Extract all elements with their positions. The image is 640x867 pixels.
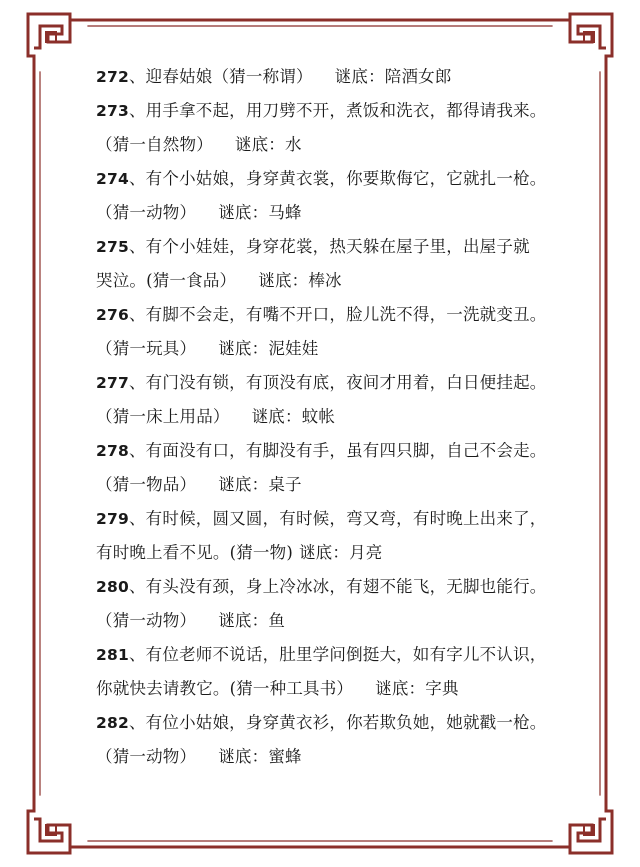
riddle-277-answer-line — [96, 400, 566, 434]
riddle-category: （猜一玩具） — [96, 339, 197, 358]
answer-label: 谜底： — [218, 339, 269, 358]
riddle-category: 哭泣。(猜一食品） — [96, 271, 237, 290]
riddle-number: 273 — [96, 102, 129, 120]
riddle-answer: 蚊帐 — [301, 407, 336, 426]
riddle-276-answer-line — [96, 332, 566, 366]
riddle-answer: 陪酒女郎 — [384, 67, 452, 86]
riddle-282 — [96, 706, 566, 740]
corner-ornament-bottom-right — [552, 795, 612, 853]
riddle-text: 、有头没有颈，身上冷冰冰，有翅不能飞，无脚也能行。 — [128, 577, 547, 596]
riddle-number: 281 — [96, 646, 129, 664]
riddle-number: 277 — [96, 374, 129, 392]
riddle-282-answer-line — [96, 740, 566, 774]
riddle-279-answer-line — [96, 536, 566, 570]
riddle-278 — [96, 434, 566, 468]
riddle-text: 、有个小姑娘，身穿黄衣裳，你要欺侮它，它就扎一枪。 — [128, 169, 547, 188]
riddle-number: 274 — [96, 170, 129, 188]
riddle-273-answer-line — [96, 128, 566, 162]
riddle-text: 、有位老师不说话，肚里学问倒挺大，如有字儿不认识， — [128, 645, 547, 664]
riddle-273 — [96, 94, 566, 128]
riddle-category: （猜一动物） — [96, 203, 197, 222]
riddle-answer: 马蜂 — [268, 203, 302, 222]
riddle-answer: 泥娃娃 — [268, 339, 319, 358]
riddle-answer: 月亮 — [349, 543, 383, 562]
answer-label: 谜底： — [334, 67, 385, 86]
riddle-text: 、有脚不会走，有嘴不开口，脸儿洗不得，一洗就变丑。 — [128, 305, 547, 324]
answer-label: 谜底： — [218, 611, 269, 630]
riddle-276 — [96, 298, 566, 332]
riddle-281 — [96, 638, 566, 672]
riddle-answer: 字典 — [425, 679, 459, 698]
riddle-text: 、迎春姑娘（猜一称谓） — [128, 67, 313, 86]
riddle-category: （猜一自然物） — [96, 135, 213, 154]
riddle-text: 、用手拿不起，用刀劈不开，煮饭和洗衣，都得请我来。 — [128, 101, 547, 120]
riddle-text: 、有个小娃娃，身穿花裳，热天躲在屋子里，出屋子就 — [128, 237, 530, 256]
riddle-275-answer-line — [96, 264, 566, 298]
answer-label: 谜底： — [218, 203, 269, 222]
riddle-text: 、有面没有口，有脚没有手，虽有四只脚，自己不会走。 — [128, 441, 547, 460]
riddle-number: 275 — [96, 238, 129, 256]
riddle-number: 280 — [96, 578, 129, 596]
riddle-274 — [96, 162, 566, 196]
riddle-text: 、有位小姑娘，身穿黄衣衫，你若欺负她，她就戳一枪。 — [128, 713, 547, 732]
answer-label: 谜底： — [234, 135, 286, 154]
riddle-277 — [96, 366, 566, 400]
riddle-number: 278 — [96, 442, 129, 460]
answer-label: 谜底： — [375, 679, 426, 698]
riddle-number: 282 — [96, 714, 129, 732]
answer-label: 谜底： — [258, 271, 309, 290]
riddle-category: （猜一动物） — [96, 747, 197, 766]
riddle-number: 279 — [96, 510, 129, 528]
riddle-list — [96, 60, 566, 774]
answer-label: 谜底： — [218, 475, 269, 494]
riddle-category: （猜一动物） — [96, 611, 197, 630]
riddle-275 — [96, 230, 566, 264]
answer-label: 谜底： — [251, 407, 302, 426]
riddle-category: 你就快去请教它。(猜一种工具书） — [96, 679, 354, 698]
riddle-text: 、有门没有锁，有顶没有底，夜间才用着，白日便挂起。 — [128, 373, 547, 392]
riddle-category: 有时晚上看不见。(猜一物) — [96, 543, 293, 562]
riddle-278-answer-line — [96, 468, 566, 502]
riddle-280 — [96, 570, 566, 604]
riddle-280-answer-line — [96, 604, 566, 638]
riddle-272 — [96, 60, 566, 94]
riddle-answer: 桌子 — [268, 475, 302, 494]
answer-label: 谜底： — [298, 543, 350, 562]
riddle-number: 272 — [96, 68, 129, 86]
riddle-answer: 棒冰 — [308, 271, 342, 290]
riddle-answer: 水 — [285, 135, 302, 154]
answer-label: 谜底： — [218, 747, 269, 766]
riddle-text: 、有时候，圆又圆，有时候，弯又弯，有时晚上出来了， — [128, 509, 547, 528]
corner-ornament-bottom-left — [28, 795, 88, 853]
riddle-279 — [96, 502, 566, 536]
riddle-answer: 鱼 — [268, 611, 286, 630]
riddle-274-answer-line — [96, 196, 566, 230]
riddle-category: （猜一物品） — [96, 475, 197, 494]
corner-ornament-top-left — [28, 14, 88, 72]
riddle-number: 276 — [96, 306, 129, 324]
riddle-category: （猜一床上用品） — [96, 407, 230, 426]
riddle-answer: 蜜蜂 — [268, 747, 302, 766]
riddle-281-answer-line — [96, 672, 566, 706]
